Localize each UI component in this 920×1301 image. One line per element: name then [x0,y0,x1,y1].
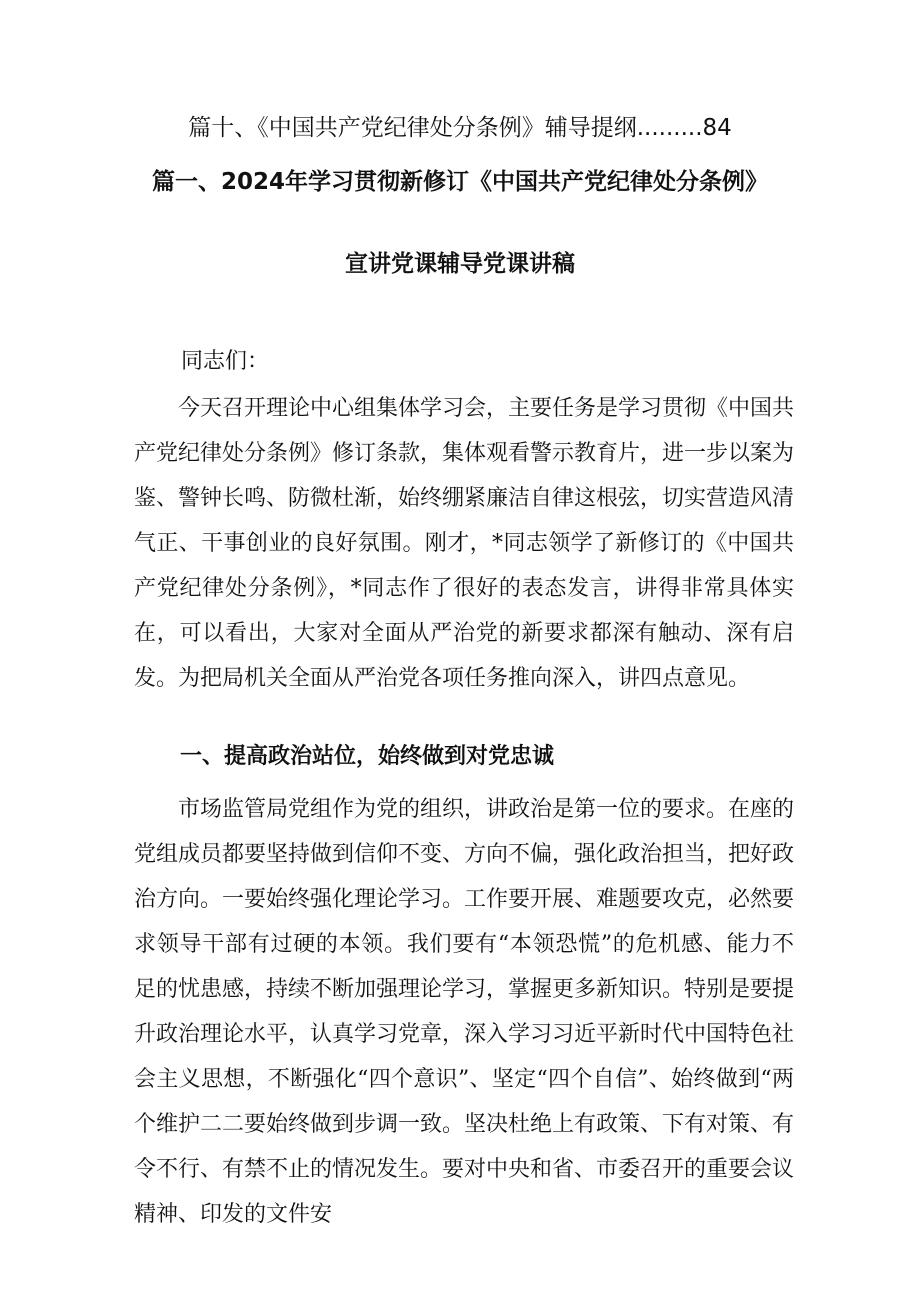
section-heading-1: 一、提高政治站位，始终做到对党忠诚 [180,744,555,769]
body-paragraph-2: 市场监管局党组作为党的组织，讲政治是第一位的要求。在座的党组成员都要坚持做到信仰不变、方向不偏，强化政治担当，把好政治方向。一要始终强化理论学习。工作要开展、难题要攻克，必然要求领导干部有过硬的本领。我们要有“本领恐慌”的危机感、能力不足的忧患感，持续不断加强理论学习，掌握更多新知识。特别是要提升政治理论水平，认真学习党章，深入学习习近平新时代中国特色社会主义思想，不断强化“四个意识”、坚定“四个自信”、始终做到“两个维护二二要始终做到步调一致。坚决杜绝上有政策、下有对策、有令不行、有禁不止的情况发生。要对中央和省、市委召开的重要会议精神、印发的文件安 [134,797,795,1227]
salutation: 同志们： [181,349,270,374]
article-title-line-1: 篇一、2024年学习贯彻新修订《中国共产党纪律处分条例》 [151,169,768,195]
article-title-line-2: 宣讲党课辅导党课讲稿 [345,251,575,277]
toc-entry: 篇十、《中国共产党纪律处分条例》辅导提纲.........84 [188,115,732,141]
body-paragraph-1: 今天召开理论中心组集体学习会，主要任务是学习贯彻《中国共产党纪律处分条例》修订条款，集体观看警示教育片，进一步以案为鉴、警钟长鸣、防微杜渐，始终绷紧廉洁自律这根弦，切实营造风清气正、干事创业的良好氛围。刚才，*同志领学了新修订的《中国共产党纪律处分条例》，*同志作了很好的表态发言，讲得非常具体实在，可以看出，大家对全面从严治党的新要求都深有触动、深有启发。为把局机关全面从严治党各项任务推向深入，讲四点意见。 [134,396,795,691]
